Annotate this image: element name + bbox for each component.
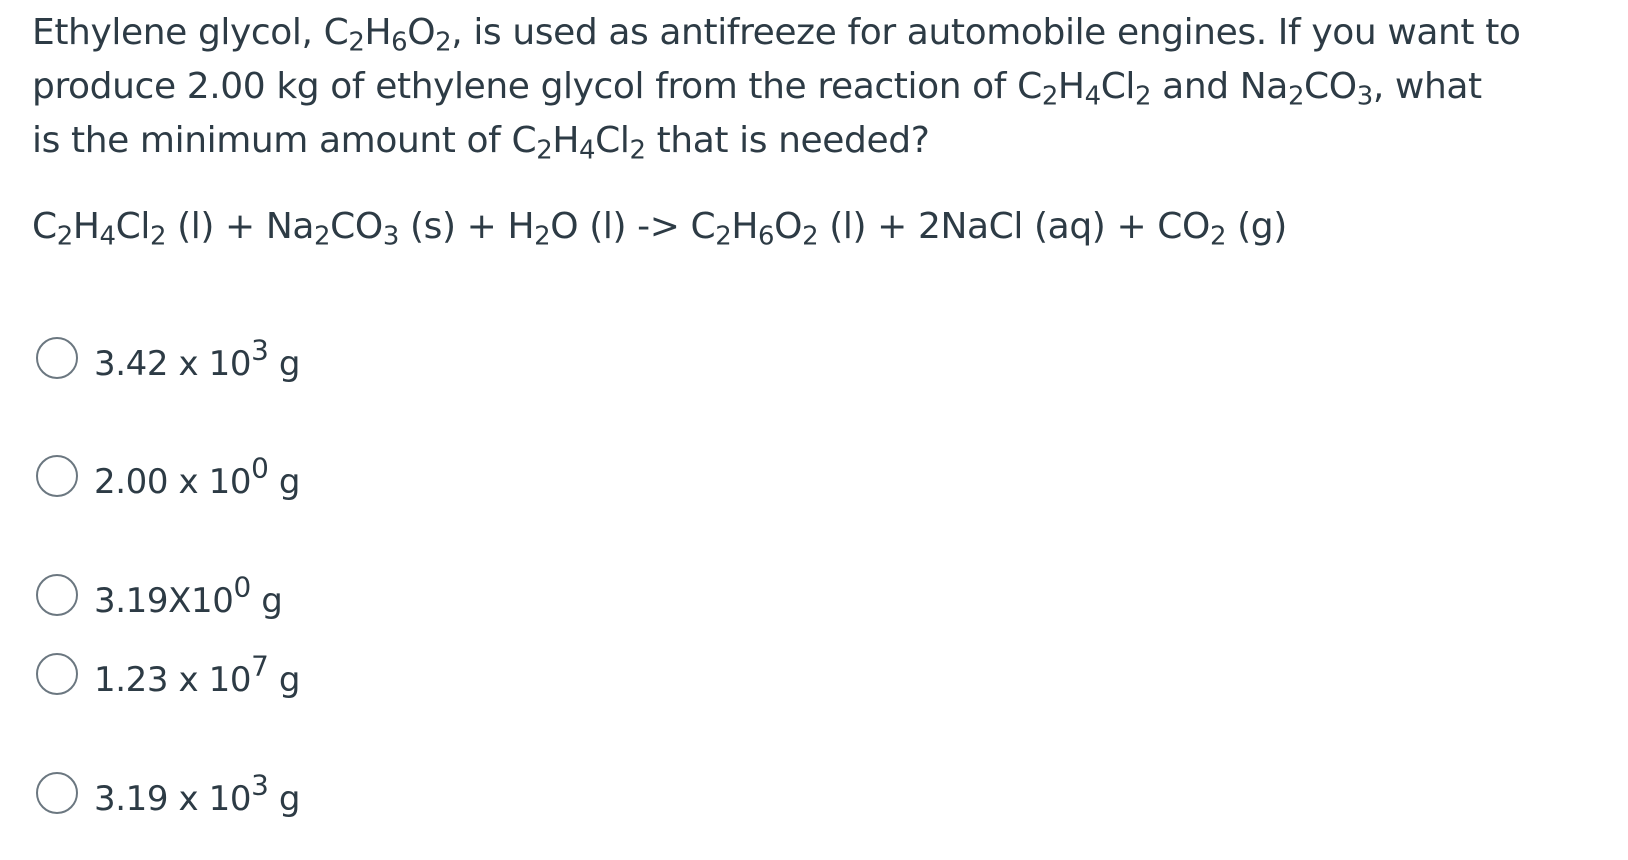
answer-mantissa: 3.19X10 [94, 581, 234, 621]
answer-unit: g [268, 660, 301, 700]
question-text-segment: Cl [595, 120, 630, 161]
question-text-segment: CO [1304, 66, 1357, 107]
equation-segment: H [731, 206, 759, 247]
equation-segment: O [774, 206, 803, 247]
question-line-1 [32, 6, 1532, 60]
subscript: 2 [435, 27, 452, 58]
radio-button[interactable] [36, 772, 78, 814]
equation-segment: C [32, 206, 57, 247]
subscript: 2 [1135, 81, 1152, 112]
answer-unit: g [268, 344, 301, 384]
question-text-segment: H [552, 120, 580, 161]
answer-option-1[interactable] [36, 333, 301, 384]
answer-option-4[interactable] [36, 649, 301, 700]
subscript: 6 [391, 27, 408, 58]
answer-exponent: 0 [251, 451, 269, 485]
equation-segment: Cl [115, 206, 150, 247]
answer-mantissa: 1.23 x 10 [94, 660, 252, 700]
radio-button[interactable] [36, 337, 78, 379]
equation-segment: O (l) -> C [550, 206, 716, 247]
question-line-3 [32, 114, 1532, 168]
subscript: 2 [802, 221, 819, 252]
question-text-segment: , what [1372, 66, 1482, 107]
answer-exponent: 0 [233, 570, 251, 604]
answer-label [94, 649, 301, 701]
question-text [32, 6, 1532, 168]
subscript: 2 [534, 221, 551, 252]
answer-exponent: 7 [251, 649, 269, 683]
question-text-segment: Cl [1100, 66, 1136, 107]
equation-segment: (l) + 2NaCl (aq) + CO [818, 206, 1210, 247]
answer-option-3[interactable] [36, 570, 283, 621]
equation-segment: CO [330, 206, 383, 247]
subscript: 2 [536, 135, 553, 166]
question-text-segment: , is used as antifreeze for automobile engines. If you want to [451, 12, 1521, 53]
radio-button[interactable] [36, 653, 78, 695]
answer-unit: g [268, 779, 301, 819]
question-text-segment: O [407, 12, 436, 53]
question-line-2 [32, 60, 1532, 114]
answer-unit: g [268, 462, 301, 502]
equation-segment: (l) + Na [166, 206, 315, 247]
answer-mantissa: 3.19 x 10 [94, 779, 252, 819]
question-text-segment: is the minimum amount of C [32, 120, 537, 161]
subscript: 4 [1084, 81, 1101, 112]
subscript: 2 [56, 221, 73, 252]
subscript: 2 [314, 221, 331, 252]
radio-button[interactable] [36, 574, 78, 616]
subscript: 2 [1287, 81, 1305, 112]
question-text-segment: H [1057, 66, 1085, 107]
subscript: 2 [149, 221, 167, 252]
subscript: 2 [715, 221, 732, 252]
subscript: 4 [99, 221, 116, 252]
equation-segment: (s) + H [398, 206, 535, 247]
reaction-equation [32, 200, 1287, 254]
answer-unit: g [250, 581, 283, 621]
question-text-segment: Ethylene glycol, C [32, 12, 349, 53]
radio-button[interactable] [36, 455, 78, 497]
subscript: 2 [1209, 221, 1227, 252]
subscript: 2 [1041, 81, 1058, 112]
answer-mantissa: 3.42 x 10 [94, 344, 252, 384]
answer-exponent: 3 [251, 768, 269, 802]
answer-label [94, 768, 301, 820]
answer-option-2[interactable] [36, 451, 301, 502]
subscript: 6 [758, 221, 775, 252]
question-text-segment: and Na [1151, 66, 1288, 107]
answer-option-5[interactable] [36, 768, 301, 819]
answer-label [94, 451, 301, 503]
answer-label [94, 570, 283, 622]
subscript: 3 [1356, 81, 1373, 112]
subscript: 4 [579, 135, 596, 166]
answer-label [94, 333, 301, 385]
subscript: 3 [382, 221, 399, 252]
question-text-segment: produce 2.00 kg of ethylene glycol from the reaction of C [32, 66, 1042, 107]
answer-mantissa: 2.00 x 10 [94, 462, 252, 502]
subscript: 2 [629, 135, 646, 166]
equation-segment: H [72, 206, 100, 247]
question-text-segment: H [364, 12, 392, 53]
answer-exponent: 3 [251, 333, 269, 367]
subscript: 2 [348, 27, 365, 58]
question-text-segment: that is needed? [645, 120, 930, 161]
equation-segment: (g) [1226, 206, 1287, 247]
